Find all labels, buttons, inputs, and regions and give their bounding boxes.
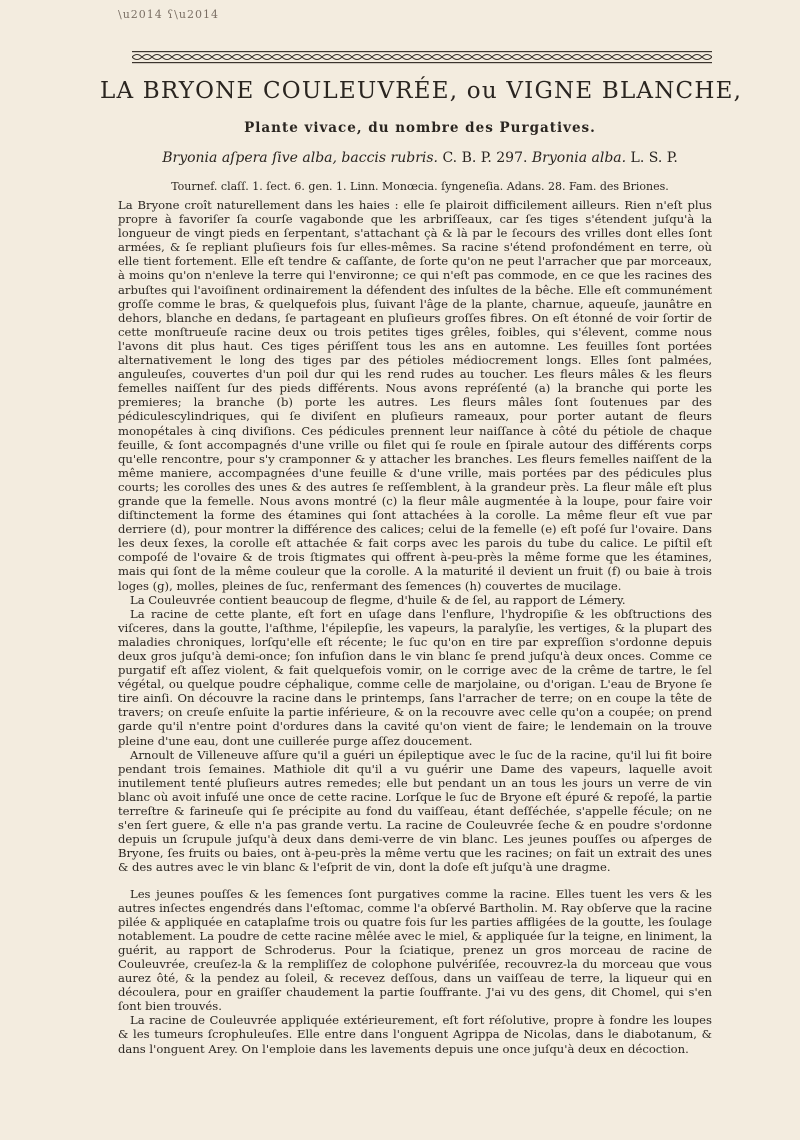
paragraph: Arnoult de Villeneuve aſſure qu'il a guéri un épileptique avec le ſuc de la racine, qu'il lui fit boire pendant trois ſemaines. Mathiole dit qu'il a vu guérir une Dame des vapeurs, laquelle avoit inutilement tenté pluſieurs autres remedes; elle but pendant un an tous les jours un verre de vin blanc où avoit infuſé une once de cette racine. Lorſque le ſuc de Bryone eſt épuré & repoſé, la partie terreſtre & farineuſe qui ſe précipite au fond du vaiſſeau, étant deſſéchée, s'appelle fécule; on ne s'en ſert guere, & elle n'a pas grande vertu. La racine de Couleuvrée ſeche & en poudre s'ordonne depuis un ſcrupule juſqu'à deux dans demi-verre de vin blanc. Les jeunes pouſſes ou aſperges de Bryone, ſes fruits ou baies, ont à-peu-près la même vertu que les racines; on fait un extrait des unes & des autres avec le vin blanc & l'eſprit de vin, dont la doſe eſt juſqu'à une dragme. (118, 747, 712, 875)
synonym-bauhin-ref: C. B. P. 297. (442, 150, 528, 166)
paragraph: La racine de Couleuvrée appliquée extérieurement, eſt fort réſolutive, propre à fondre les loupes & les tumeurs ſcrophuleuſes. Elle entre dans l'onguent Agrippa de Nicolas, dans le diabotanum, & dans l'onguent Arey. On l'emploie dans les lavements depuis une once juſqu'à deux en décoction. (118, 1013, 712, 1056)
paragraph: La Bryone croît naturellement dans les haies : elle ſe plairoit difficilement ailleurs. Rien n'eſt plus propre à favoriſer ſa courſe vagabonde que les arbriſſeaux, car ſes tiges s'étendent juſqu'à la longueur de vingt pieds en ſerpentant, s'attachant çà & là par le ſecours des vrilles dont elles ſont armées, & ſe repliant pluſieurs fois ſur elles-mêmes. Sa racine s'étend profondément en terre, où elle tient fortement. Elle eſt tendre & caſſante, de ſorte qu'on ne peut l'arracher que par morceaux, à moins qu'on n'enleve la terre qui l'environne; ce qui n'eſt pas commode, en ce que les racines des arbuſtes qui l'avoiſinent ordinairement la défendent des inſultes de la bêche. Elle eſt communément groſſe comme le bras, & quelquefois plus, ſuivant l'âge de la plante, charnue, aqueuſe, jaunâtre en dehors, blanche en dedans, ſe partageant en pluſieurs groſſes fibres. On eſt étonné de voir ſortir de cette monſtrueuſe racine deux ou trois petites tiges grêles, foibles, qui s'élevent, comme nous l'avons dit plus haut. Ces tiges périſſent tous les ans en automne. Les feuilles ſont portées alternativement le long des tiges par des pétioles médiocrement longs. Elles ſont palmées, anguleuſes, couvertes d'un poil dur qui les rend rudes au toucher. Les fleurs mâles & les fleurs femelles naiſſent ſur des pieds différents. Nous avons repréſenté (a) la branche qui porte les premieres; la branche (b) porte les autres. Les fleurs mâles ſont ſoutenues par des pédiculescylindriques, qui ſe diviſent en pluſieurs rameaux, pour porter autant de fleurs monopétales à cinq diviſions. Ces pédicules prennent leur naiſſance à côté du pétiole de chaque feuille, & ſont accompagnés d'une vrille ou filet qui ſe roule en ſpirale autour des différents corps qu'elle rencontre, pour s'y cramponner & y attacher les branches. Les fleurs femelles naiſſent de la même maniere, accompagnées d'une feuille & d'une vrille, mais portées par des pédicules plus courts; les corolles des unes & des autres ſe reſſemblent, à la grandeur près. La fleur mâle eſt plus grande que la femelle. Nous avons montré (c) la fleur mâle augmentée à la loupe, pour faire voir diſtinctement la forme des étamines qui ſont attachées à la corolle. La même fleur eſt vue par derriere (d), pour montrer la différence des calices; celui de la femelle (e) eſt poſé ſur l'ovaire. Dans les deux ſexes, la corolle eſt attachée & fait corps avec les parois du tube du calice. Le piſtil eſt compoſé de l'ovaire & de trois ſtigmates qui offrent à-peu-près la même forme que les étamines, mais qui ſont de la même couleur que la corolle. A la maturité il devient un fruit (f) ou baie à trois loges (g), molles, pleines de ſuc, renfermant des ſemences (h) couvertes de mucilage. (118, 198, 712, 593)
page-title: LA BRYONE COULEUVRÉE, ou VIGNE BLANCHE, (100, 78, 743, 104)
body-text (118, 198, 712, 1056)
corner-mark: \u2014 ʕ\u2014 (118, 8, 219, 21)
page-subtitle: Plante vivace, du nombre des Purgatives. (244, 120, 596, 136)
paragraph: La racine de cette plante, eſt fort en uſage dans l'enflure, l'hydropiſie & les obſtructions des viſceres, dans la goutte, l'aſthme, l'épilepſie, les vapeurs, la paralyſie, les vertiges, & la plupart des maladies chroniques, lorſqu'elle eſt récente; le ſuc qu'on en tire par expreſſion s'ordonne depuis deux gros juſqu'à demi-once; ſon infuſion dans le vin blanc ſe prend juſqu'à deux onces. Comme ce purgatif eſt aſſez violent, & fait quelquefois vomir, on le corrige avec de la crême de tartre, le ſel végétal, ou quelque poudre céphalique, comme celle de marjolaine, ou d'origan. L'eau de Bryone ſe tire ainſi. On découvre la racine dans le printemps, ſans l'arracher de terre; on en coupe la tête de travers; on creuſe enſuite la partie inférieure, & on la recouvre avec celle qu'on a coupée; on prend garde qu'il n'entre point d'ordures dans la cavité qu'on vient de faire; le lendemain on la trouve pleine d'une eau, dont une cuillerée purge aſſez doucement. (118, 606, 712, 748)
decorative-border-ornament (132, 50, 712, 64)
synonym-bauhin: Bryonia aſpera ſive alba, baccis rubris. (162, 150, 439, 166)
synonym-linnaeus-ref: L. S. P. (630, 150, 678, 166)
paragraph: Les jeunes pouſſes & les ſemences ſont purgatives comme la racine. Elles tuent les vers & les autres inſectes engendrés dans l'eſtomac, comme l'a obſervé Bartholin. M. Ray obſerve que la racine pilée & appliquée en cataplaſme trois ou quatre fois ſur les parties affligées de la goutte, les ſoulage notablement. La poudre de cette racine mêlée avec le miel, & appliquée ſur la teigne, en liniment, la guérit, au rapport de Schroderus. Pour la ſciatique, prenez un gros morceau de racine de Couleuvrée, creuſez-la & la rempliſſez de colophone pulvériſée, recouvrez-la du morceau que vous aurez ôté, & la pendez au ſoleil, & recevez deſſous, dans un vaiſſeau de terre, la liqueur qui en découlera, pour en graiſſer chaudement la partie ſouffrante. J'ai vu des gens, dit Chomel, qui s'en ſont bien trouvés. (118, 886, 712, 1014)
classification-line: Tournef. claſſ. 1. ſect. 6. gen. 1. Linn. Monœcia. ſyngeneſia. Adans. 28. Fam. des Briones. (171, 180, 669, 193)
paragraph: La Couleuvrée contient beaucoup de flegme, d'huile & de ſel, au rapport de Lémery. (130, 592, 626, 607)
synonym-linnaeus: Bryonia alba. (531, 150, 627, 166)
botanical-synonyms (100, 150, 740, 166)
ornament-band-icon (132, 50, 712, 64)
